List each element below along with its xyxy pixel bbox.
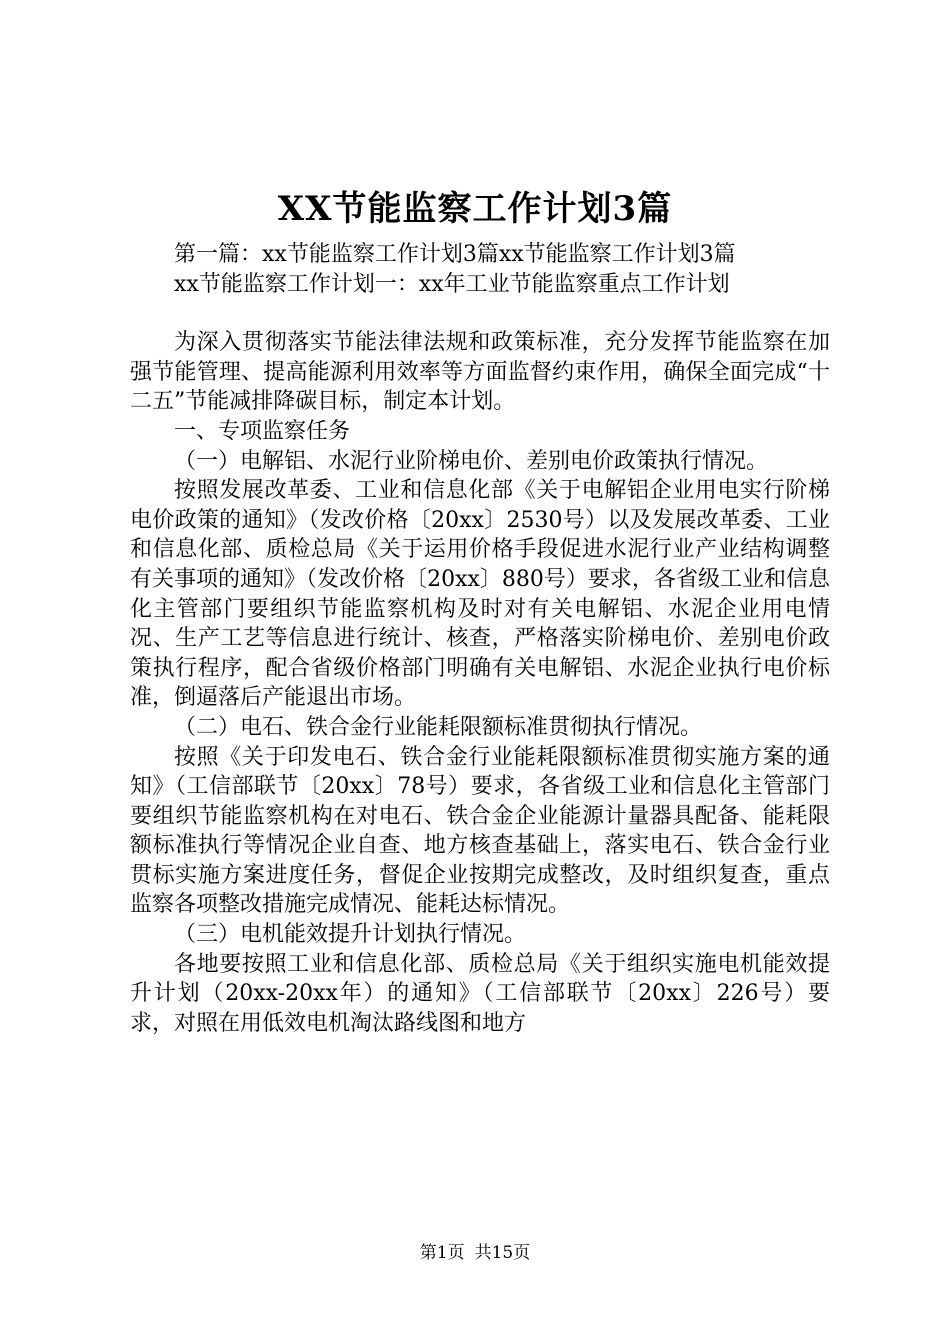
paragraph-part-heading: 第一篇：xx节能监察工作计划3篇xx节能监察工作计划3篇 [174, 242, 736, 267]
document-body [130, 240, 830, 1038]
subsection-heading-3: （三）电机能效提升计划执行情况。 [174, 922, 527, 948]
subsection-heading-1: （一）电解铝、水泥行业阶梯电价、差别电价政策执行情况。 [174, 448, 769, 474]
page-number: 第1页 [419, 1243, 465, 1263]
page-total: 共15页 [474, 1243, 531, 1263]
paragraph-subsection-2: 按照《关于印发电石、铁合金行业能耗限额标准贯彻实施方案的通知》（工信部联节〔20xx〕78号）要求，各省级工业和信息化主管部门要组织节能监察机构在对电石、铁合金企业能源计量器具配备、能耗限额标准执行等情况企业自查、地方核查基础上，落实电石、铁合金行业贯标实施方案进度任务，督促企业按期完成整改，及时组织复查，重点监察各项整改措施完成情况、能耗达标情况。 [130, 744, 830, 918]
paragraph-intro: 为深入贯彻落实节能法律法规和政策标准，充分发挥节能监察在加强节能管理、提高能源利用效率等方面监督约束作用，确保全面完成“十二五”节能减排降碳目标，制定本计划。 [130, 330, 830, 415]
page-footer [0, 1241, 950, 1265]
paragraph-subsection-1: 按照发展改革委、工业和信息化部《关于电解铝企业用电实行阶梯电价政策的通知》（发改价格〔20xx〕2530号）以及发展改革委、工业和信息化部、质检总局《关于运用价格手段促进水泥行业产业结构调整有关事项的通知》（发改价格〔20xx〕880号）要求，各省级工业和信息化主管部门要组织节能监察机构及时对有关电解铝、水泥企业用电情况、生产工艺等信息进行统计、核查，严格落实阶梯电价、差别电价政策执行程序，配合省级价格部门明确有关电解铝、水泥企业执行电价标准，倒逼落后产能退出市场。 [130, 478, 830, 711]
subsection-heading-2: （二）电石、铁合金行业能耗限额标准贯彻执行情况。 [174, 714, 703, 740]
paragraph-subsection-3: 各地要按照工业和信息化部、质检总局《关于组织实施电机能效提升计划（20xx-20xx年）的通知》（工信部联节〔20xx〕226号）要求，对照在用低效电机淘汰路线图和地方 [130, 951, 830, 1036]
section-heading-special-tasks: 一、专项监察任务 [174, 418, 351, 444]
document-title: XX节能监察工作计划3篇 [277, 189, 673, 229]
paragraph-plan-subtitle: xx节能监察工作计划一：xx年工业节能监察重点工作计划 [174, 271, 730, 297]
